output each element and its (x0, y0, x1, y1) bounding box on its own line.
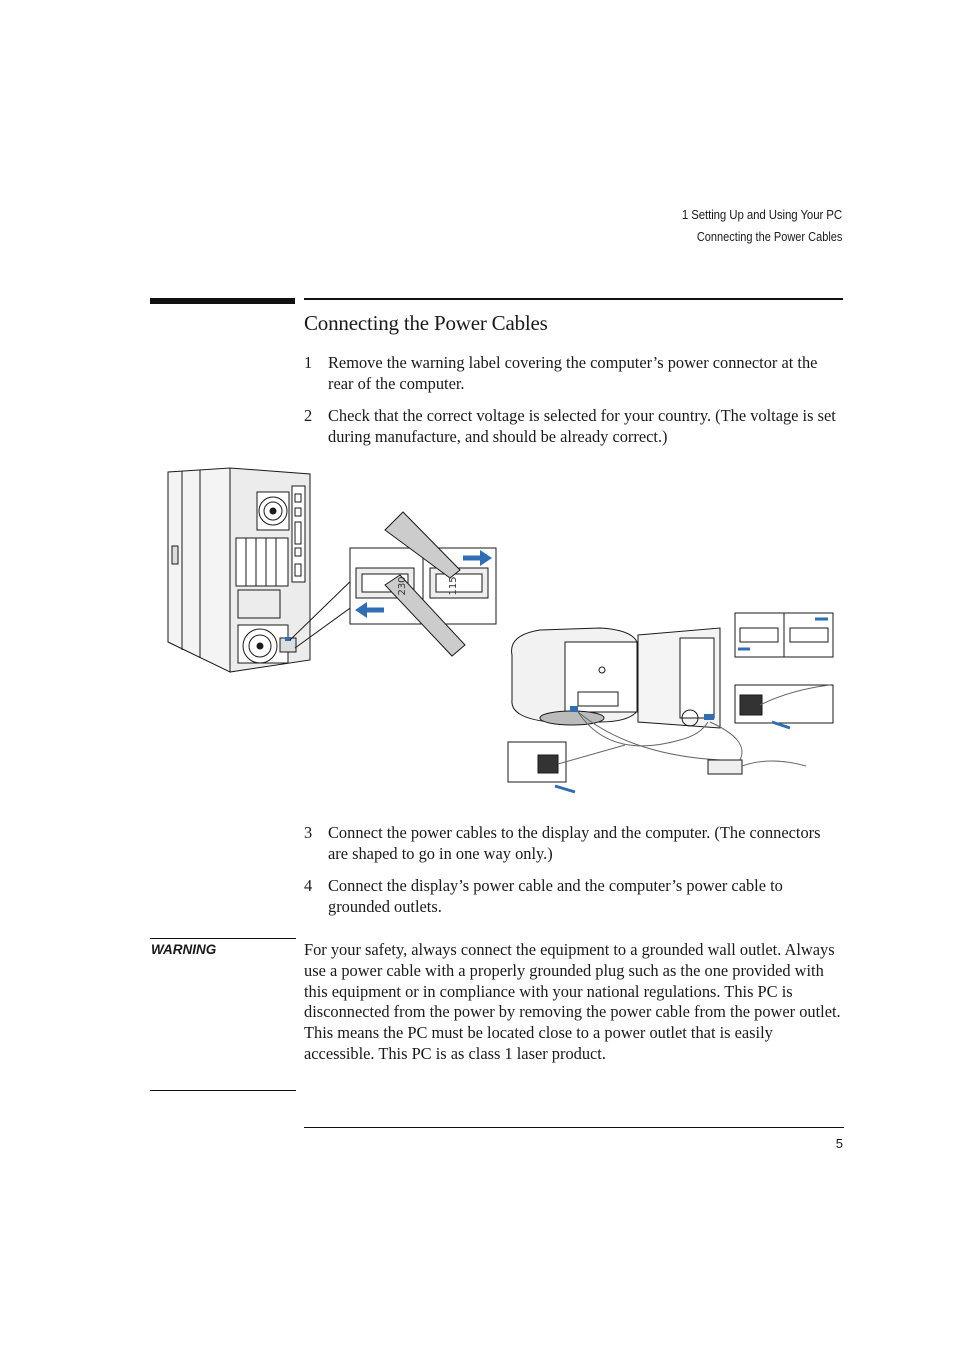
step-text: Check that the correct voltage is selected for your country. (The voltage is set during manufacture, and should be already correct.) (328, 406, 836, 446)
step-number: 3 (304, 823, 313, 842)
page-number: 5 (835, 1136, 843, 1151)
step-3 (304, 822, 844, 864)
step-number: 4 (304, 876, 313, 895)
pc-tower-rear-illustration (168, 468, 310, 672)
voltage-switch-callout-small (735, 613, 833, 657)
voltage-115-label: 115 (448, 576, 459, 596)
step-text: Connect the display’s power cable and the computer’s power cable to grounded outlets. (328, 876, 783, 916)
running-head-section: Connecting the Power Cables (696, 230, 842, 244)
voltage-switch-callout (350, 512, 496, 656)
warning-rule-bottom (150, 1090, 296, 1091)
footer-rule (304, 1127, 844, 1128)
step-text: Connect the power cables to the display and the computer. (The connectors are shaped to go in one way only.) (328, 823, 821, 863)
section-rule-thick (150, 298, 295, 304)
step-4 (304, 875, 844, 917)
step-2 (304, 405, 844, 447)
warning-rule-top (150, 938, 296, 939)
running-head-chapter: 1 Setting Up and Using Your PC (681, 207, 842, 222)
page-title: Connecting the Power Cables (304, 311, 548, 335)
hand-plug-callout-right (735, 685, 833, 728)
power-connection-illustration (160, 460, 850, 800)
monitor-rear-illustration (512, 628, 638, 725)
step-number: 2 (304, 406, 313, 425)
hand-plug-callout-left (508, 742, 625, 792)
step-text: Remove the warning label covering the computer’s power connector at the rear of the computer. (328, 353, 818, 393)
step-number: 1 (304, 353, 313, 372)
section-rule (304, 298, 843, 300)
pc-tower-illustration (638, 628, 720, 728)
voltage-230-label: 230 (397, 576, 408, 596)
warning-label: WARNING (151, 942, 217, 957)
warning-text: For your safety, always connect the equipment to a grounded wall outlet. Always use a power cable with a properly grounded plug such as the one provided with this equipment or in compliance with your national regulations. This PC is disconnected from the power by removing the power cable from the power outlet. This means the PC must be located close to a power outlet that is easily accessible. This PC is as class 1 laser product. (304, 940, 841, 1063)
step-1 (304, 352, 844, 394)
